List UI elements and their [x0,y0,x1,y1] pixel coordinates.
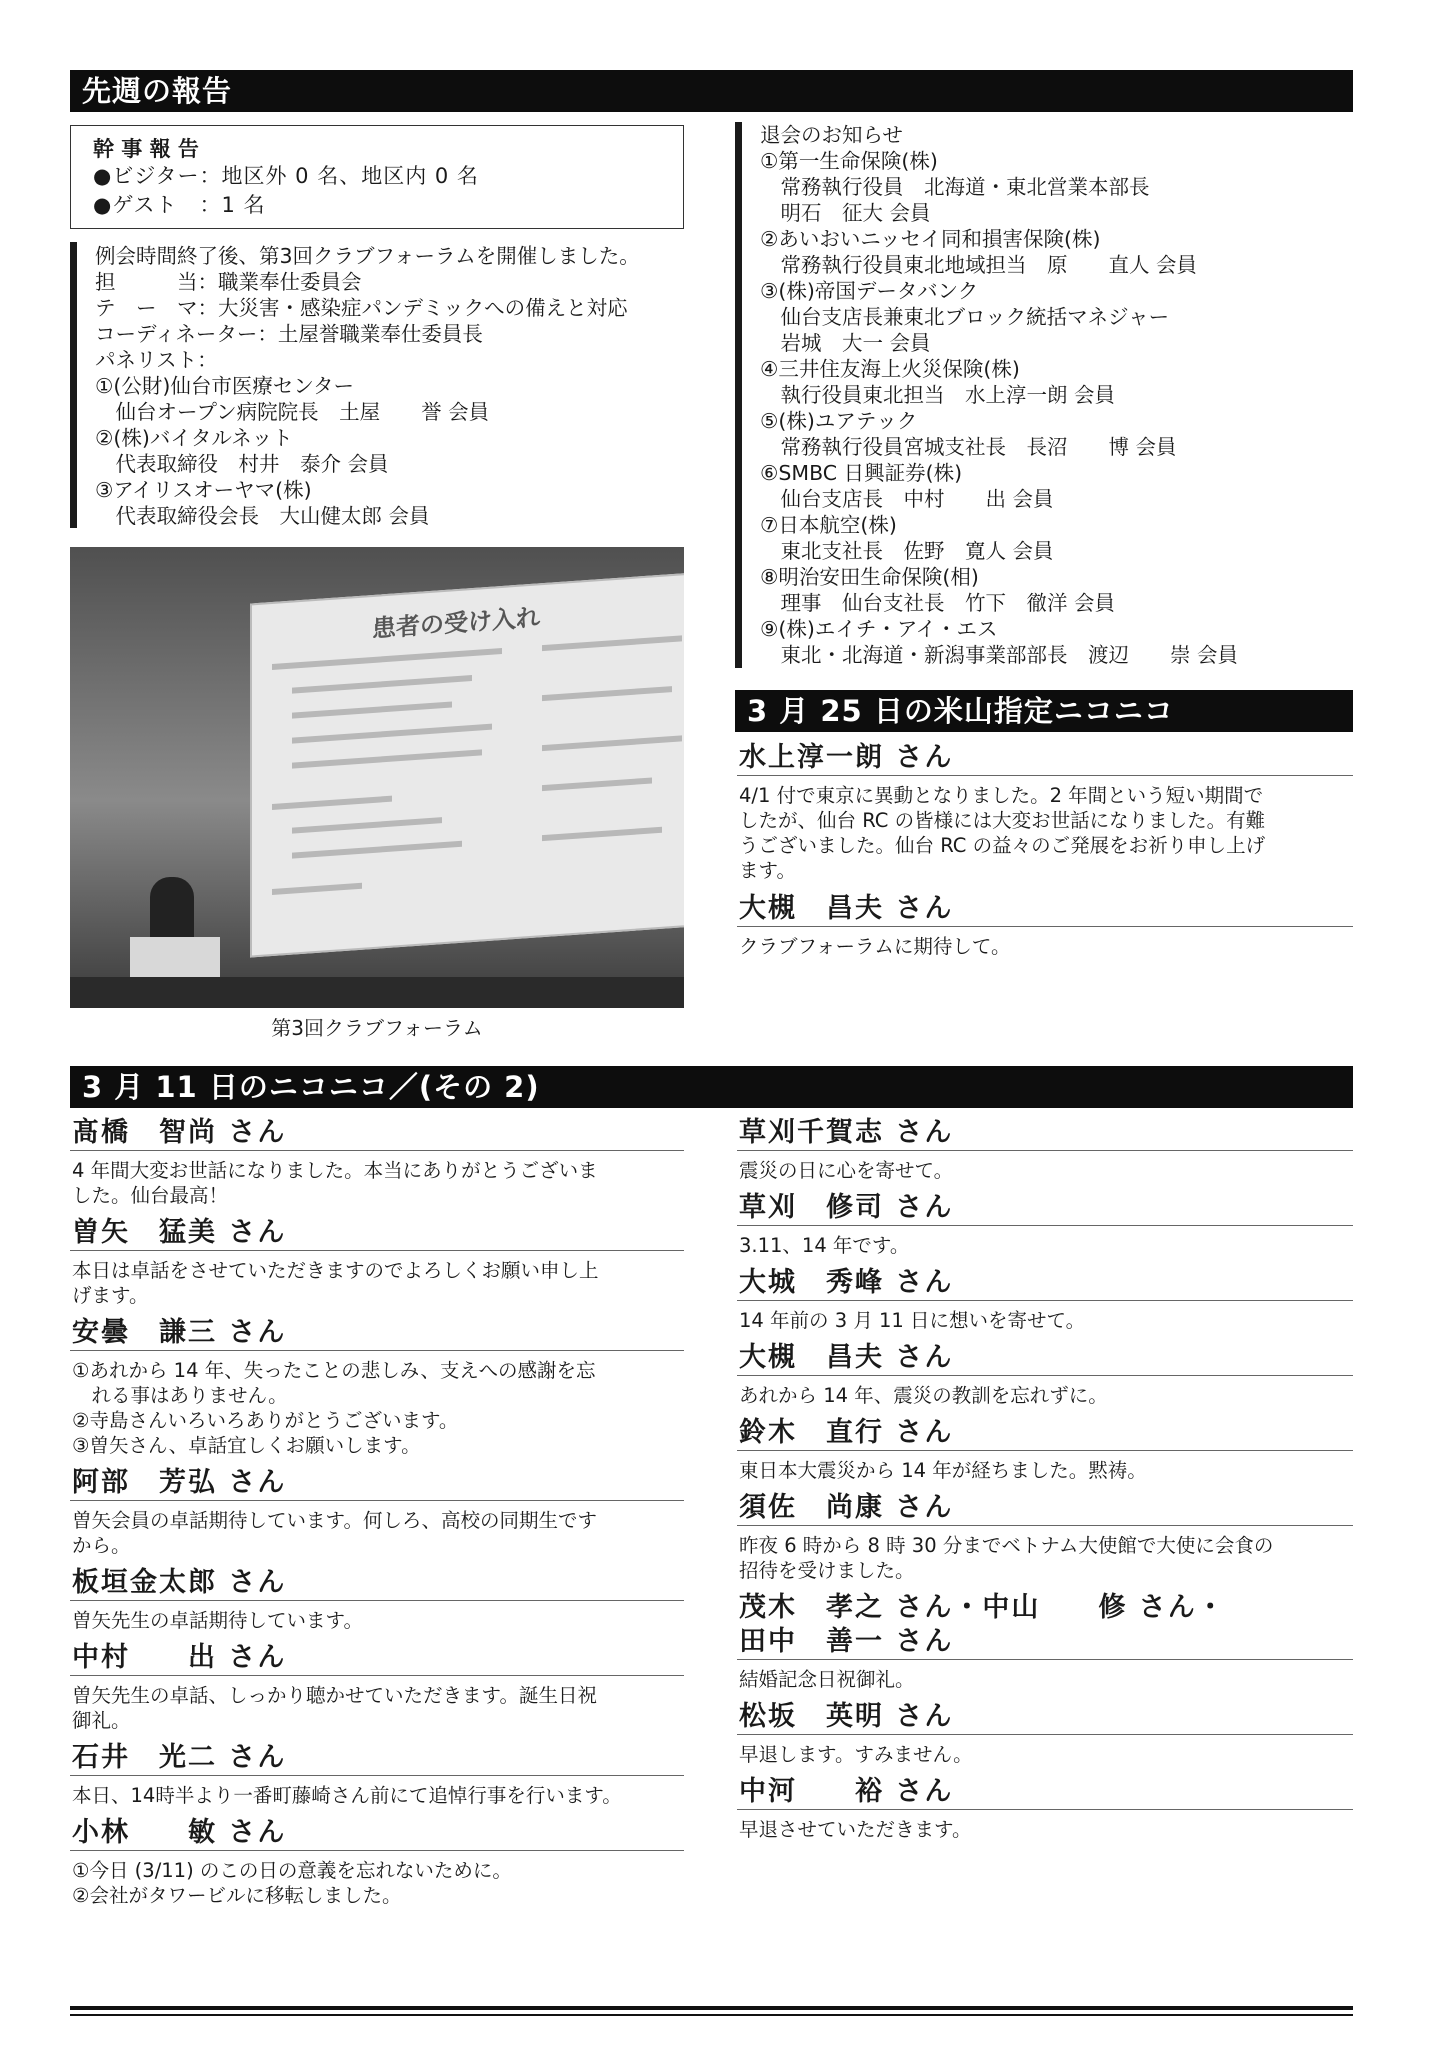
member-name: 曽矢 猛美 さん [70,1216,684,1251]
member-name: 松坂 英明 さん [737,1700,1353,1735]
member-name: 中村 出 さん [70,1641,684,1676]
withdrawal-line: 東北・北海道・新潟事業部部長 渡辺 崇 会員 [760,643,1239,667]
section-header-niko [70,1066,1353,1108]
member-name: 須佐 尚康 さん [737,1491,1353,1526]
message-text: 東日本大震災から 14 年が経ちました。黙祷。 [739,1459,1147,1482]
message-text: 3.11、14 年です。 [739,1234,910,1257]
message-text: 昨夜 6 時から 8 時 30 分までベトナム大使館で大使に会食の 招待を受けました。 [739,1534,1274,1582]
message-entry [737,741,1353,883]
message-text: 曽矢会員の卓話期待しています。何しろ、高校の同期生です から。 [72,1509,597,1557]
withdrawal-line: ④三井住友海上火災保険(株) [760,357,1020,381]
withdrawal-line: 執行役員東北担当 水上淳一朗 会員 [760,383,1116,407]
member-name: 大槻 昌夫 さん [737,892,1353,927]
message-entry [70,1466,684,1558]
niko-entries-left [70,1116,684,1916]
message-entry [70,1741,684,1808]
message-text: 曽矢先生の卓話期待しています。 [72,1609,363,1632]
withdrawal-line: 明石 征大 会員 [760,201,931,225]
message-entry [737,1491,1353,1583]
member-name: 大城 秀峰 さん [737,1266,1353,1301]
withdrawal-line: 仙台支店長兼東北ブロック統括マネジャー [760,305,1170,329]
message-entry [70,1641,684,1733]
message-entry [70,1816,684,1908]
member-name: 茂木 孝之 さん・中山 修 さん・ 田中 善一 さん [737,1591,1353,1660]
withdrawal-line: ⑨(株)エイチ・アイ・エス [760,617,998,641]
message-text: 曽矢先生の卓話、しっかり聴かせていただきます。誕生日祝 御礼。 [72,1684,597,1732]
forum-line: パネリスト： [95,348,218,372]
withdrawal-notices [735,122,1353,668]
message-text: 早退します。すみません。 [739,1743,973,1766]
message-entry [70,1116,684,1208]
withdrawal-line: 常務執行役員宮城支社長 長沼 博 会員 [760,435,1177,459]
club-forum-report [70,242,690,528]
withdrawal-line: 理事 仙台支社長 竹下 徹洋 会員 [760,591,1116,615]
footer-rule [70,2006,1353,2010]
withdrawal-line: ①第一生命保険(株) [760,149,938,173]
message-entry [737,1266,1353,1333]
message-entry [737,1700,1353,1767]
section-header-yoneyama [735,690,1353,732]
forum-line: ②(株)バイタルネット [95,426,293,450]
forum-line: ③アイリスオーヤマ(株) [95,478,312,502]
visitor-count: ●ビジター：地区外 0 名、地区内 0 名 [93,164,479,188]
message-text: 4/1 付で東京に異動となりました。2 年間という短い期間で したが、仙台 RC の皆様には大変お世話になりました。有難 うございました。仙台 RC の益々のご発展をお祈り申し上げ ます。 [739,784,1266,882]
message-text: 早退させていただきます。 [739,1818,972,1841]
message-text: 4 年間大変お世話になりました。本当にありがとうございま した。仙台最高！ [72,1159,598,1207]
forum-line: 例会時間終了後、第3回クラブフォーラムを開催しました。 [95,244,640,268]
forum-line: 仙台オープン病院院長 土屋 誉 会員 [95,400,490,424]
withdrawal-line: ⑤(株)ユアテック [760,409,918,433]
member-name: 安曇 謙三 さん [70,1316,684,1351]
screen-title: 患者の受け入れ [372,603,540,644]
secretary-title: 幹 事 報 告 [93,137,199,161]
section-title: 先週の報告 [82,74,233,108]
withdrawal-line: 常務執行役員 北海道・東北営業本部長 [760,175,1150,199]
member-name: 阿部 芳弘 さん [70,1466,684,1501]
guest-count: ●ゲスト ：1 名 [93,193,266,217]
message-entry [737,1191,1353,1258]
message-entry [737,1591,1353,1692]
forum-line: 代表取締役 村井 泰介 会員 [95,452,389,476]
member-name: 草刈千賀志 さん [737,1116,1353,1151]
message-entry [737,1116,1353,1183]
niko-entries-right [737,1116,1353,1850]
withdrawal-line: 常務執行役員東北地域担当 原 直人 会員 [760,253,1198,277]
message-entry [70,1216,684,1308]
member-name: 髙橋 智尚 さん [70,1116,684,1151]
projection-screen [250,570,684,957]
message-text: 本日は卓話をさせていただきますのでよろしくお願い申し上 げます。 [72,1259,599,1307]
section-title: 3 月 25 日の米山指定ニコニコ [747,694,1174,728]
member-name: 小林 敏 さん [70,1816,684,1851]
forum-line: コーディネーター：土屋誉職業奉仕委員長 [95,322,483,346]
member-name: 水上淳一朗 さん [737,741,1353,776]
withdrawal-line: 東北支社長 佐野 寛人 会員 [760,539,1054,563]
message-text: クラブフォーラムに期待して。 [739,935,1011,958]
section-title: 3 月 11 日のニコニコ／(その 2) [82,1070,540,1104]
withdrawal-line: ②あいおいニッセイ同和損害保険(株) [760,227,1101,251]
member-name: 草刈 修司 さん [737,1191,1353,1226]
forum-line: 代表取締役会長 大山健太郎 会員 [95,504,430,528]
message-text: 結婚記念日祝御礼。 [739,1668,915,1691]
forum-photo [70,547,684,1008]
message-text: 震災の日に心を寄せて。 [739,1159,954,1182]
yoneyama-entries [737,741,1353,968]
message-text: ①あれから 14 年、失ったことの悲しみ、支えへの感謝を忘 れる事はありません。 ②寺島さんいろいろありがとうございます。 ③曽矢さん、卓話宜しくお願いします。 [72,1359,596,1457]
forum-line: 担 当：職業奉仕委員会 [95,270,362,294]
message-text: あれから 14 年、震災の教訓を忘れずに。 [739,1384,1108,1407]
photo-caption: 第3回クラブフォーラム [271,1016,483,1040]
message-entry [70,1316,684,1458]
message-entry [70,1566,684,1633]
forum-line: ①(公財)仙台市医療センター [95,374,355,398]
message-entry [737,892,1353,959]
forum-line: テ ー マ：大災害・感染症パンデミックへの備えと対応 [95,296,628,320]
withdrawal-line: ⑥SMBC 日興証券(株) [760,461,963,485]
message-entry [737,1775,1353,1842]
message-entry [737,1341,1353,1408]
section-header-last-week [70,70,1353,112]
withdrawal-line: ⑧明治安田生命保険(相) [760,565,979,589]
withdrawal-line: ⑦日本航空(株) [760,513,897,537]
secretary-report-box [70,125,684,229]
withdrawal-line: 退会のお知らせ [760,123,903,147]
member-name: 石井 光二 さん [70,1741,684,1776]
message-text: 14 年前の 3 月 11 日に想いを寄せて。 [739,1309,1086,1332]
withdrawal-line: ③(株)帝国データバンク [760,279,979,303]
footer-rule-thin [70,2014,1353,2016]
member-name: 板垣金太郎 さん [70,1566,684,1601]
member-name: 大槻 昌夫 さん [737,1341,1353,1376]
message-text: 本日、14時半より一番町藤崎さん前にて追悼行事を行います。 [72,1784,622,1807]
message-text: ①今日 (3/11) のこの日の意義を忘れないために。 ②会社がタワービルに移転しました。 [72,1859,512,1907]
member-name: 鈴木 直行 さん [737,1416,1353,1451]
member-name: 中河 裕 さん [737,1775,1353,1810]
withdrawal-line: 仙台支店長 中村 出 会員 [760,487,1054,511]
message-entry [737,1416,1353,1483]
stage-floor [70,977,684,1008]
withdrawal-line: 岩城 大一 会員 [760,331,931,355]
